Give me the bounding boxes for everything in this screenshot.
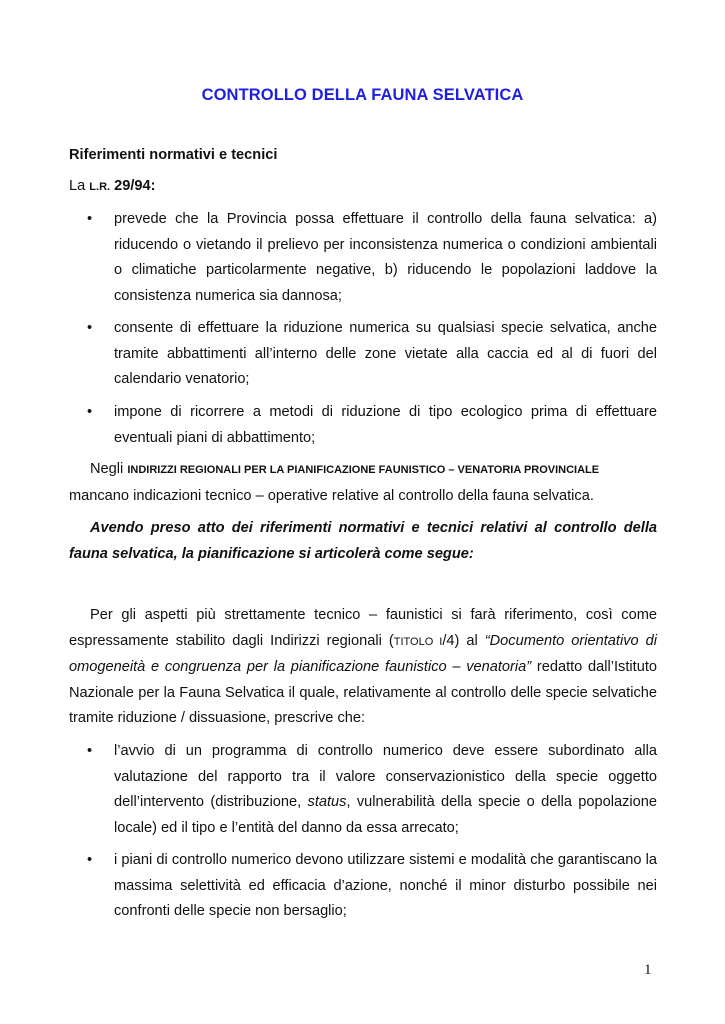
- law-intro-prefix: La: [69, 178, 90, 194]
- emphasis-paragraph: Avendo preso atto dei riferimenti normativi e tecnici relativi al controllo della fauna selvatica, la pianificazione si articolerà come segue:: [69, 520, 657, 562]
- aspects-document-title: “Documento orientativo di omogeneità e congruenza per la pianificazione faunistico – venatoria”: [69, 632, 657, 675]
- indirizzi-paragraph: [69, 457, 657, 509]
- aspects-text-2: /4) al: [442, 632, 485, 649]
- bullet-icon: •: [87, 404, 93, 420]
- aspects-paragraph: [69, 603, 657, 732]
- list-item-text: consente di effettuare la riduzione numerica su qualsiasi specie selvatica, anche tramite abbattimenti all’interno delle zone vietate alla caccia ed al di fuori del calendario venatorio;: [114, 320, 657, 387]
- indirizzi-rest: mancano indicazioni tecnico – operative relative al controllo della fauna selvatica.: [69, 487, 594, 504]
- bullet-icon: •: [87, 211, 93, 227]
- bullet-icon: •: [87, 320, 93, 336]
- aspects-titolo: TITOLO I: [393, 635, 443, 648]
- aspects-text-3: redatto dall’Istituto Nazionale per la Fauna Selvatica il quale, relativamente al controllo delle specie selvatiche tramite riduzione / dissuasione, prescrive che:: [69, 659, 657, 726]
- law-abbreviation: L.R.: [89, 181, 111, 193]
- indirizzi-title: INDIRIZZI REGIONALI PER LA PIANIFICAZIONE FAUNISTICO – VENATORIA PROVINCIALE: [127, 464, 600, 476]
- law-number: 29/94:: [110, 178, 156, 194]
- section-heading: Riferimenti normativi e tecnici: [69, 147, 278, 163]
- list-item-law-1: [69, 207, 657, 309]
- list-item-infs-2: [69, 848, 657, 925]
- bullet-icon: •: [87, 852, 93, 868]
- list-item-text: impone di ricorrere a metodi di riduzione di tipo ecologico prima di effettuare eventuali piani di abbattimento;: [114, 404, 657, 446]
- infs-1-after: , vulnerabilità della specie o della popolazione locale) ed il tipo e l’entità del danno da essa arrecato;: [114, 794, 657, 836]
- infs-1-italic: status: [307, 794, 347, 810]
- aspects-text-1: Per gli aspetti più strettamente tecnico – faunistici si farà riferimento, così come espressamente stabilito dagli Indirizzi regionali (: [69, 607, 657, 649]
- list-item-law-3: [69, 400, 657, 451]
- infs-1-before: l’avvio di un programma di controllo numerico deve essere subordinato alla valutazione del rapporto tra il valore conservazionistico della specie oggetto dell’intervento (distribuzione,: [114, 743, 657, 810]
- list-item-law-2: [69, 316, 657, 393]
- list-item-infs-1: [69, 739, 657, 841]
- list-item-text: [114, 739, 657, 841]
- indirizzi-prefix: Negli: [90, 461, 128, 477]
- document-title: CONTROLLO DELLA FAUNA SELVATICA: [201, 86, 524, 104]
- page-number: 1: [644, 962, 652, 978]
- law-intro: [69, 174, 657, 201]
- list-item-text: prevede che la Provincia possa effettuare il controllo della fauna selvatica: a) riducendo o vietando il prelievo per inconsistenza numerica o condizioni ambientali o climatiche particolarmente negative, b) riducendo le popolazioni laddove la consistenza numerica sia dannosa;: [114, 211, 657, 304]
- bullet-icon: •: [87, 743, 93, 759]
- list-item-text: i piani di controllo numerico devono utilizzare sistemi e modalità che garantiscano la massima selettività ed efficacia d’azione, nonché il minor disturbo possibile nei confronti delle specie non bersaglio;: [114, 852, 657, 919]
